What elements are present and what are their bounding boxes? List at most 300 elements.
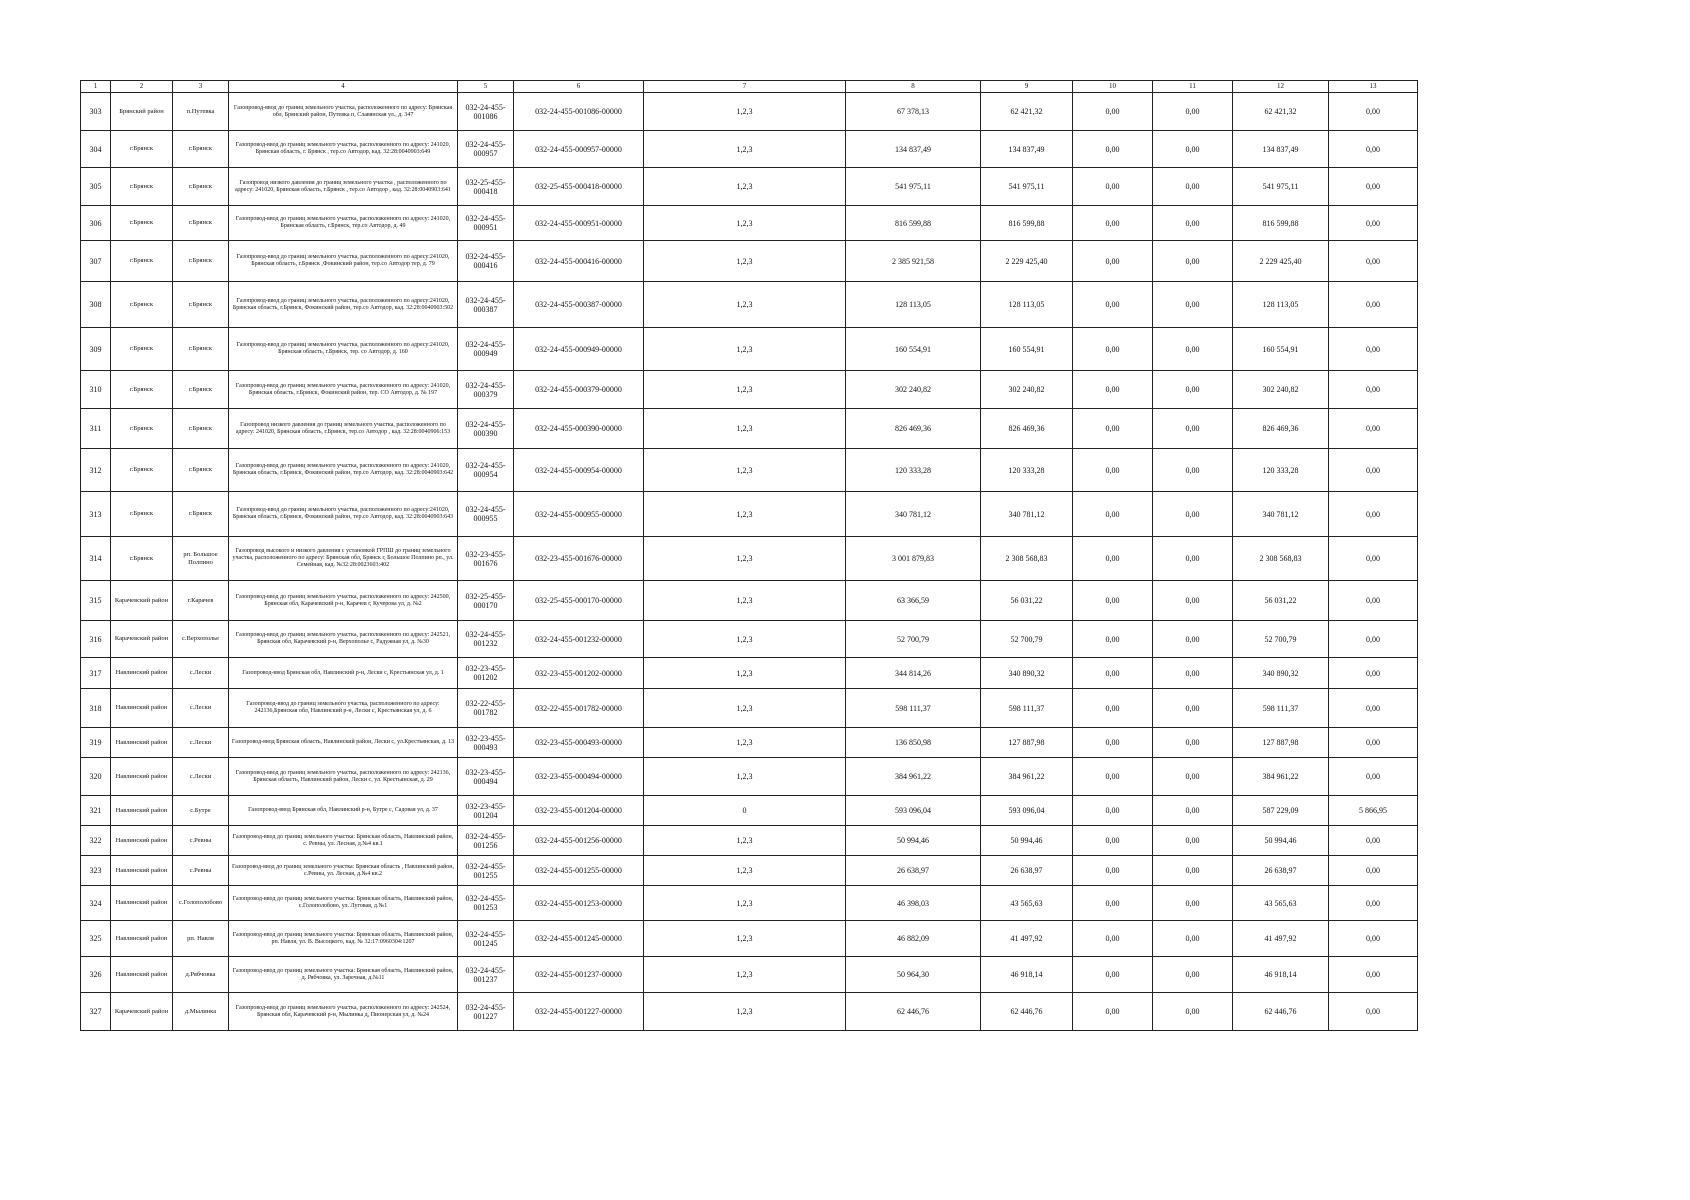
col10-amount-cell: 0,00 [1073, 449, 1153, 492]
table-row [81, 371, 1418, 409]
district-cell: Карачевский район [111, 581, 173, 621]
col13-amount-cell: 0,00 [1329, 282, 1418, 328]
locality-cell: г.Брянск [173, 409, 229, 449]
col11-amount-cell: 0,00 [1153, 537, 1233, 581]
object-code-cell: 032-24-455-000951 [458, 206, 514, 241]
col12-amount-cell: 41 497,92 [1233, 921, 1329, 957]
header-cell: 10 [1073, 81, 1153, 93]
object-code-cell: 032-24-455-001245 [458, 921, 514, 957]
description-cell: Газопровод-ввод до границ земельного участка: Брянская область, Навлинский район, рп. Навля, ул. В. Высоцкого, кад. № 32:17:0960304:1207 [229, 921, 458, 957]
row-number-cell: 320 [81, 758, 111, 796]
description-cell: Газопровод-ввод до границ земельного участка, расположенного по адресу: 241020, Брянская область, г.Брянск, Фокинский район, тер. СО Автодор, д. № 197 [229, 371, 458, 409]
row-number-cell: 325 [81, 921, 111, 957]
header-cell: 4 [229, 81, 458, 93]
object-code-cell: 032-24-455-000379 [458, 371, 514, 409]
district-cell: г.Брянск [111, 328, 173, 371]
col11-amount-cell: 0,00 [1153, 449, 1233, 492]
col13-amount-cell: 0,00 [1329, 241, 1418, 282]
district-cell: Навлинский район [111, 658, 173, 689]
row-number-cell: 304 [81, 131, 111, 168]
col7-cell: 1,2,3 [644, 621, 846, 658]
district-cell: Навлинский район [111, 957, 173, 993]
col7-cell: 1,2,3 [644, 957, 846, 993]
description-cell: Газопровод высокого и низкого давления с установкой ГРПШ до границ земельного участка, расположенного по адресу: Брянская обл, Брянск г, Большое Полпино рп., ул. Семейная, кад. №32:28:0023603:402 [229, 537, 458, 581]
col8-amount-cell: 598 111,37 [846, 689, 981, 728]
locality-cell: п.Путевка [173, 93, 229, 131]
col12-amount-cell: 46 918,14 [1233, 957, 1329, 993]
district-cell: Навлинский район [111, 689, 173, 728]
description-cell: Газопровод-ввод до границ земельного участка, расположенного по адресу: 242524, Брянская обл, Карачевский р-н, Мылинка д, Пионерская ул, д. №24 [229, 993, 458, 1031]
col8-amount-cell: 63 366,59 [846, 581, 981, 621]
table-row [81, 537, 1418, 581]
object-full-code-cell: 032-23-455-001676-00000 [514, 537, 644, 581]
table-row [81, 993, 1418, 1031]
object-full-code-cell: 032-24-455-000951-00000 [514, 206, 644, 241]
col8-amount-cell: 136 850,98 [846, 728, 981, 758]
locality-cell: г.Брянск [173, 282, 229, 328]
col9-amount-cell: 816 599,88 [981, 206, 1073, 241]
description-cell: Газопровод-ввод до границ земельного участка, расположенного по адресу: Брянская обл, Брянский район, Путевка п, Славянская ул., д. 347 [229, 93, 458, 131]
description-cell: Газопровод-ввод до границ земельного участка, расположенного по адресу: 241020, Брянская область, г.Брянск, тер.со Автодор, д. 49 [229, 206, 458, 241]
col9-amount-cell: 128 113,05 [981, 282, 1073, 328]
col13-amount-cell: 0,00 [1329, 886, 1418, 921]
object-full-code-cell: 032-25-455-000418-00000 [514, 168, 644, 206]
col11-amount-cell: 0,00 [1153, 241, 1233, 282]
object-code-cell: 032-23-455-000494 [458, 758, 514, 796]
col10-amount-cell: 0,00 [1073, 168, 1153, 206]
col7-cell: 1,2,3 [644, 206, 846, 241]
col8-amount-cell: 120 333,28 [846, 449, 981, 492]
table-row [81, 581, 1418, 621]
col9-amount-cell: 340 890,32 [981, 658, 1073, 689]
description-cell: Газопровод-ввод до границ земельного участка, расположенного по адресу: 242136,Брянская обл, Навлинский р-н, Лески с, Крестьянская ул, д. 6 [229, 689, 458, 728]
row-number-cell: 313 [81, 492, 111, 537]
col11-amount-cell: 0,00 [1153, 371, 1233, 409]
district-cell: Навлинский район [111, 826, 173, 856]
col13-amount-cell: 0,00 [1329, 993, 1418, 1031]
locality-cell: г.Брянск [173, 328, 229, 371]
col11-amount-cell: 0,00 [1153, 282, 1233, 328]
col8-amount-cell: 62 446,76 [846, 993, 981, 1031]
header-cell: 3 [173, 81, 229, 93]
col10-amount-cell: 0,00 [1073, 993, 1153, 1031]
col11-amount-cell: 0,00 [1153, 796, 1233, 826]
col11-amount-cell: 0,00 [1153, 993, 1233, 1031]
col12-amount-cell: 826 469,36 [1233, 409, 1329, 449]
object-full-code-cell: 032-24-455-000379-00000 [514, 371, 644, 409]
object-full-code-cell: 032-23-455-000494-00000 [514, 758, 644, 796]
col7-cell: 1,2,3 [644, 537, 846, 581]
district-cell: г.Брянск [111, 206, 173, 241]
object-full-code-cell: 032-24-455-000954-00000 [514, 449, 644, 492]
col13-amount-cell: 0,00 [1329, 93, 1418, 131]
locality-cell: д.Рябчовка [173, 957, 229, 993]
col13-amount-cell: 0,00 [1329, 658, 1418, 689]
col8-amount-cell: 160 554,91 [846, 328, 981, 371]
col12-amount-cell: 134 837,49 [1233, 131, 1329, 168]
locality-cell: рп. Большое Полпино [173, 537, 229, 581]
district-cell: г.Брянск [111, 409, 173, 449]
table-row [81, 689, 1418, 728]
col7-cell: 1,2,3 [644, 993, 846, 1031]
locality-cell: с.Верхополье [173, 621, 229, 658]
object-code-cell: 032-24-455-000416 [458, 241, 514, 282]
description-cell: Газопровод-ввод Брянская обл, Навлинский р-н, Бутре с, Садовая ул, д. 37 [229, 796, 458, 826]
object-code-cell: 032-24-455-001086 [458, 93, 514, 131]
header-cell: 1 [81, 81, 111, 93]
col7-cell: 0 [644, 796, 846, 826]
description-cell: Газопровод низкого давления до границ земельного участка , расположенного по адресу: 241020, Брянская область, г.Брянск , тер.со Автодор , кад. 32:28:0040903:641 [229, 168, 458, 206]
col11-amount-cell: 0,00 [1153, 581, 1233, 621]
locality-cell: с.Лески [173, 658, 229, 689]
col13-amount-cell: 0,00 [1329, 921, 1418, 957]
table-row [81, 492, 1418, 537]
col12-amount-cell: 541 975,11 [1233, 168, 1329, 206]
locality-cell: д.Мылинка [173, 993, 229, 1031]
col13-amount-cell: 0,00 [1329, 728, 1418, 758]
header-row [81, 81, 1418, 93]
district-cell: Карачевский район [111, 993, 173, 1031]
col13-amount-cell: 0,00 [1329, 492, 1418, 537]
table-row [81, 449, 1418, 492]
col8-amount-cell: 2 385 921,58 [846, 241, 981, 282]
col12-amount-cell: 340 781,12 [1233, 492, 1329, 537]
object-code-cell: 032-25-455-000418 [458, 168, 514, 206]
district-cell: г.Брянск [111, 371, 173, 409]
col9-amount-cell: 134 837,49 [981, 131, 1073, 168]
locality-cell: рп. Навля [173, 921, 229, 957]
col11-amount-cell: 0,00 [1153, 957, 1233, 993]
col8-amount-cell: 593 096,04 [846, 796, 981, 826]
object-full-code-cell: 032-24-455-001256-00000 [514, 826, 644, 856]
description-cell: Газопровод-ввод до границ земельного участка: Брянская область, Навлинский район, с. Ревны, ул. Лесная, д.№4 кв.1 [229, 826, 458, 856]
col8-amount-cell: 541 975,11 [846, 168, 981, 206]
col8-amount-cell: 52 700,79 [846, 621, 981, 658]
col12-amount-cell: 598 111,37 [1233, 689, 1329, 728]
object-full-code-cell: 032-23-455-000493-00000 [514, 728, 644, 758]
col7-cell: 1,2,3 [644, 581, 846, 621]
col13-amount-cell: 0,00 [1329, 371, 1418, 409]
col11-amount-cell: 0,00 [1153, 758, 1233, 796]
object-code-cell: 032-24-455-000387 [458, 282, 514, 328]
object-code-cell: 032-23-455-000493 [458, 728, 514, 758]
col8-amount-cell: 46 398,03 [846, 886, 981, 921]
col13-amount-cell: 0,00 [1329, 409, 1418, 449]
row-number-cell: 323 [81, 856, 111, 886]
col10-amount-cell: 0,00 [1073, 371, 1153, 409]
object-full-code-cell: 032-24-455-001227-00000 [514, 993, 644, 1031]
col10-amount-cell: 0,00 [1073, 492, 1153, 537]
col11-amount-cell: 0,00 [1153, 328, 1233, 371]
district-cell: Навлинский район [111, 886, 173, 921]
col9-amount-cell: 302 240,82 [981, 371, 1073, 409]
row-number-cell: 327 [81, 993, 111, 1031]
col12-amount-cell: 120 333,28 [1233, 449, 1329, 492]
row-number-cell: 324 [81, 886, 111, 921]
table-row [81, 957, 1418, 993]
col10-amount-cell: 0,00 [1073, 621, 1153, 658]
district-cell: Навлинский район [111, 728, 173, 758]
col7-cell: 1,2,3 [644, 658, 846, 689]
object-full-code-cell: 032-23-455-001202-00000 [514, 658, 644, 689]
col10-amount-cell: 0,00 [1073, 282, 1153, 328]
object-code-cell: 032-24-455-000957 [458, 131, 514, 168]
table-row [81, 886, 1418, 921]
object-code-cell: 032-23-455-001204 [458, 796, 514, 826]
object-code-cell: 032-24-455-001237 [458, 957, 514, 993]
col8-amount-cell: 384 961,22 [846, 758, 981, 796]
object-code-cell: 032-24-455-000955 [458, 492, 514, 537]
col13-amount-cell: 0,00 [1329, 826, 1418, 856]
district-cell: г.Брянск [111, 449, 173, 492]
col12-amount-cell: 2 229 425,40 [1233, 241, 1329, 282]
table-row [81, 409, 1418, 449]
object-full-code-cell: 032-24-455-001237-00000 [514, 957, 644, 993]
table-row [81, 206, 1418, 241]
col7-cell: 1,2,3 [644, 282, 846, 328]
object-code-cell: 032-22-455-001782 [458, 689, 514, 728]
locality-cell: г.Брянск [173, 241, 229, 282]
col13-amount-cell: 0,00 [1329, 856, 1418, 886]
object-full-code-cell: 032-24-455-000416-00000 [514, 241, 644, 282]
col10-amount-cell: 0,00 [1073, 409, 1153, 449]
col9-amount-cell: 541 975,11 [981, 168, 1073, 206]
col9-amount-cell: 50 994,46 [981, 826, 1073, 856]
row-number-cell: 315 [81, 581, 111, 621]
description-cell: Газопровод-ввод до границ земельного участка, расположенного по адресу:241020, Брянская область, г.Брянск, тер. со Автодор, д. 160 [229, 328, 458, 371]
row-number-cell: 306 [81, 206, 111, 241]
header-cell: 8 [846, 81, 981, 93]
description-cell: Газопровод-ввод до границ земельного участка: Брянская область , Навлинский район, с.Ревны, ул. Лесная, д.№4 кв.2 [229, 856, 458, 886]
col13-amount-cell: 0,00 [1329, 957, 1418, 993]
col8-amount-cell: 50 994,46 [846, 826, 981, 856]
table-row [81, 826, 1418, 856]
col9-amount-cell: 62 446,76 [981, 993, 1073, 1031]
locality-cell: с.Лески [173, 689, 229, 728]
col7-cell: 1,2,3 [644, 689, 846, 728]
locality-cell: с.Лески [173, 758, 229, 796]
col12-amount-cell: 384 961,22 [1233, 758, 1329, 796]
register-sheet [80, 80, 1418, 1031]
district-cell: г.Брянск [111, 492, 173, 537]
table-row [81, 856, 1418, 886]
description-cell: Газопровод низкого давления до границ земельного участка, расположенного по адресу: 241020, Брянская область, г.Брянск, тер.со Автодор , кад. 32:28:0040906:153 [229, 409, 458, 449]
col9-amount-cell: 43 565,63 [981, 886, 1073, 921]
description-cell: Газопровод-ввод Брянская обл, Навлинский р-н, Лески с, Крестьянская ул, д. 1 [229, 658, 458, 689]
description-cell: Газопровод-ввод до границ земельного участка, расположенного по адресу: 241020, Брянская область, г. Брянск , тер.со Автодор, кад. 32:28:0040903:649 [229, 131, 458, 168]
col9-amount-cell: 598 111,37 [981, 689, 1073, 728]
col9-amount-cell: 384 961,22 [981, 758, 1073, 796]
col8-amount-cell: 50 964,30 [846, 957, 981, 993]
locality-cell: с.Бутре [173, 796, 229, 826]
object-full-code-cell: 032-23-455-001204-00000 [514, 796, 644, 826]
table-body [81, 81, 1418, 1031]
row-number-cell: 316 [81, 621, 111, 658]
object-full-code-cell: 032-24-455-000387-00000 [514, 282, 644, 328]
col9-amount-cell: 52 700,79 [981, 621, 1073, 658]
district-cell: Навлинский район [111, 921, 173, 957]
col8-amount-cell: 3 001 879,83 [846, 537, 981, 581]
row-number-cell: 326 [81, 957, 111, 993]
header-cell: 13 [1329, 81, 1418, 93]
table-row [81, 131, 1418, 168]
col7-cell: 1,2,3 [644, 728, 846, 758]
header-cell: 11 [1153, 81, 1233, 93]
table-row [81, 621, 1418, 658]
col13-amount-cell: 0,00 [1329, 758, 1418, 796]
col12-amount-cell: 340 890,32 [1233, 658, 1329, 689]
col11-amount-cell: 0,00 [1153, 409, 1233, 449]
col10-amount-cell: 0,00 [1073, 241, 1153, 282]
col9-amount-cell: 41 497,92 [981, 921, 1073, 957]
col11-amount-cell: 0,00 [1153, 826, 1233, 856]
col13-amount-cell: 0,00 [1329, 328, 1418, 371]
col12-amount-cell: 26 638,97 [1233, 856, 1329, 886]
col10-amount-cell: 0,00 [1073, 796, 1153, 826]
object-full-code-cell: 032-24-455-000955-00000 [514, 492, 644, 537]
col11-amount-cell: 0,00 [1153, 728, 1233, 758]
col10-amount-cell: 0,00 [1073, 658, 1153, 689]
col12-amount-cell: 62 421,32 [1233, 93, 1329, 131]
row-number-cell: 309 [81, 328, 111, 371]
row-number-cell: 314 [81, 537, 111, 581]
district-cell: Брянский район [111, 93, 173, 131]
object-full-code-cell: 032-24-455-000957-00000 [514, 131, 644, 168]
table-row [81, 93, 1418, 131]
locality-cell: г.Брянск [173, 492, 229, 537]
col13-amount-cell: 0,00 [1329, 689, 1418, 728]
row-number-cell: 317 [81, 658, 111, 689]
header-cell: 5 [458, 81, 514, 93]
col12-amount-cell: 2 308 568,83 [1233, 537, 1329, 581]
table-row [81, 758, 1418, 796]
col12-amount-cell: 302 240,82 [1233, 371, 1329, 409]
col11-amount-cell: 0,00 [1153, 921, 1233, 957]
col8-amount-cell: 816 599,88 [846, 206, 981, 241]
locality-cell: г.Брянск [173, 371, 229, 409]
header-cell: 7 [644, 81, 846, 93]
col13-amount-cell: 0,00 [1329, 206, 1418, 241]
col13-amount-cell: 5 866,95 [1329, 796, 1418, 826]
col8-amount-cell: 46 882,09 [846, 921, 981, 957]
table-row [81, 282, 1418, 328]
object-full-code-cell: 032-22-455-001782-00000 [514, 689, 644, 728]
col12-amount-cell: 127 887,98 [1233, 728, 1329, 758]
col8-amount-cell: 128 113,05 [846, 282, 981, 328]
col9-amount-cell: 62 421,32 [981, 93, 1073, 131]
object-code-cell: 032-23-455-001676 [458, 537, 514, 581]
description-cell: Газопровод-ввод до границ земельного участка, расположенного по адресу:241020, Брянская область, г.Брянск, Фокинский район, тер.со Автодор, кад. 32:28:0040903:643 [229, 492, 458, 537]
locality-cell: г.Брянск [173, 131, 229, 168]
locality-cell: г.Брянск [173, 168, 229, 206]
object-full-code-cell: 032-24-455-001253-00000 [514, 886, 644, 921]
col11-amount-cell: 0,00 [1153, 93, 1233, 131]
col7-cell: 1,2,3 [644, 93, 846, 131]
row-number-cell: 303 [81, 93, 111, 131]
col8-amount-cell: 302 240,82 [846, 371, 981, 409]
col12-amount-cell: 160 554,91 [1233, 328, 1329, 371]
table-row [81, 241, 1418, 282]
col12-amount-cell: 50 994,46 [1233, 826, 1329, 856]
description-cell: Газопровод-ввод до границ земельного участка, расположенного по адресу: 242521, Брянская обл, Карачевский р-н, Верхополье с, Радужная ул, д. №30 [229, 621, 458, 658]
col7-cell: 1,2,3 [644, 886, 846, 921]
col11-amount-cell: 0,00 [1153, 856, 1233, 886]
col11-amount-cell: 0,00 [1153, 492, 1233, 537]
district-cell: г.Брянск [111, 282, 173, 328]
object-code-cell: 032-24-455-001256 [458, 826, 514, 856]
description-cell: Газопровод-ввод до границ земельного участка, расположенного по адресу: 242500, Брянская обл, Карачевский р-н, Карачев г, Кучерова ул, д. №2 [229, 581, 458, 621]
header-cell: 12 [1233, 81, 1329, 93]
col10-amount-cell: 0,00 [1073, 581, 1153, 621]
district-cell: г.Брянск [111, 241, 173, 282]
col7-cell: 1,2,3 [644, 131, 846, 168]
locality-cell: с.Ревны [173, 826, 229, 856]
district-cell: г.Брянск [111, 168, 173, 206]
col10-amount-cell: 0,00 [1073, 689, 1153, 728]
col12-amount-cell: 62 446,76 [1233, 993, 1329, 1031]
object-full-code-cell: 032-24-455-001086-00000 [514, 93, 644, 131]
table-row [81, 168, 1418, 206]
locality-cell: г.Брянск [173, 449, 229, 492]
col7-cell: 1,2,3 [644, 168, 846, 206]
col9-amount-cell: 826 469,36 [981, 409, 1073, 449]
description-cell: Газопровод-ввод до границ земельного участка, расположенного по адресу: 242136, Брянская область, Навлинский район, Лески с, ул. Крестьянская, д. 29 [229, 758, 458, 796]
col7-cell: 1,2,3 [644, 241, 846, 282]
object-code-cell: 032-24-455-001232 [458, 621, 514, 658]
col9-amount-cell: 2 308 568,83 [981, 537, 1073, 581]
col10-amount-cell: 0,00 [1073, 826, 1153, 856]
col10-amount-cell: 0,00 [1073, 206, 1153, 241]
col13-amount-cell: 0,00 [1329, 168, 1418, 206]
header-cell: 2 [111, 81, 173, 93]
col9-amount-cell: 593 096,04 [981, 796, 1073, 826]
col8-amount-cell: 134 837,49 [846, 131, 981, 168]
col8-amount-cell: 67 378,13 [846, 93, 981, 131]
col13-amount-cell: 0,00 [1329, 131, 1418, 168]
col7-cell: 1,2,3 [644, 856, 846, 886]
col12-amount-cell: 52 700,79 [1233, 621, 1329, 658]
col10-amount-cell: 0,00 [1073, 728, 1153, 758]
district-cell: Навлинский район [111, 796, 173, 826]
register-table [80, 80, 1418, 1031]
col11-amount-cell: 0,00 [1153, 621, 1233, 658]
description-cell: Газопровод-ввод Брянская область, Навлинский район, Лески с, ул.Крестьянская, д. 13 [229, 728, 458, 758]
object-full-code-cell: 032-24-455-001245-00000 [514, 921, 644, 957]
col10-amount-cell: 0,00 [1073, 886, 1153, 921]
object-code-cell: 032-24-455-001227 [458, 993, 514, 1031]
col7-cell: 1,2,3 [644, 371, 846, 409]
col10-amount-cell: 0,00 [1073, 328, 1153, 371]
col9-amount-cell: 340 781,12 [981, 492, 1073, 537]
col10-amount-cell: 0,00 [1073, 93, 1153, 131]
district-cell: г.Брянск [111, 537, 173, 581]
row-number-cell: 310 [81, 371, 111, 409]
object-full-code-cell: 032-24-455-000390-00000 [514, 409, 644, 449]
table-row [81, 328, 1418, 371]
col12-amount-cell: 816 599,88 [1233, 206, 1329, 241]
row-number-cell: 308 [81, 282, 111, 328]
col12-amount-cell: 587 229,09 [1233, 796, 1329, 826]
district-cell: Карачевский район [111, 621, 173, 658]
description-cell: Газопровод-ввод до границ земельного участка, расположенного по адресу: 241020, Брянская область, г.Брянск, Фокинский район, тер.со Автодор, кад. 32:28:0040903:642 [229, 449, 458, 492]
col12-amount-cell: 43 565,63 [1233, 886, 1329, 921]
object-full-code-cell: 032-24-455-001232-00000 [514, 621, 644, 658]
locality-cell: с.Ревны [173, 856, 229, 886]
col11-amount-cell: 0,00 [1153, 658, 1233, 689]
col11-amount-cell: 0,00 [1153, 206, 1233, 241]
object-code-cell: 032-24-455-001253 [458, 886, 514, 921]
row-number-cell: 305 [81, 168, 111, 206]
